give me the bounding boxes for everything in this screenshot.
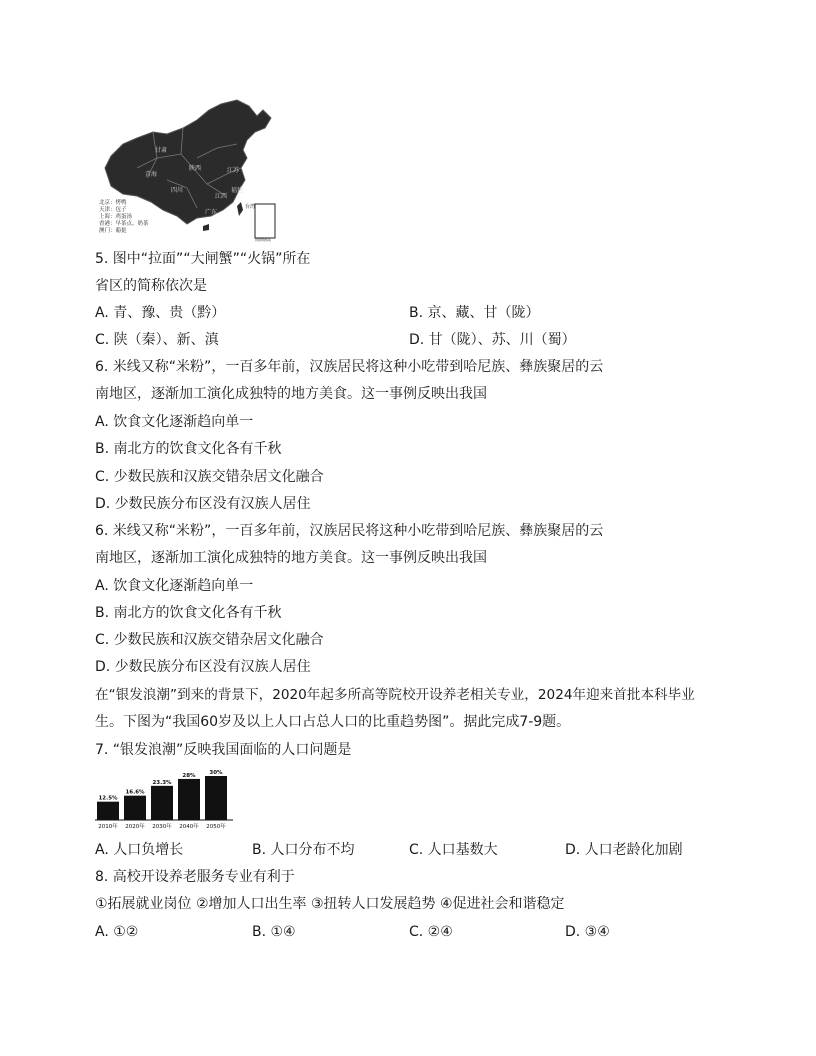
q7-option-d[interactable]: D. 人口老龄化加剧 — [565, 842, 683, 858]
map-legend — [99, 198, 149, 234]
x-tick-label: 2040年 — [179, 824, 199, 830]
q6-repeat-stem-line2: 南地区，逐渐加工演化成独特的地方美食。这一事例反映出我国 — [95, 550, 487, 566]
q8-items: ①拓展就业岗位 ②增加人口出生率 ③扭转人口发展趋势 ④促进社会和谐稳定 — [95, 896, 565, 912]
q6-stem-line2: 南地区，逐渐加工演化成独特的地方美食。这一事例反映出我国 — [95, 386, 487, 402]
bar-2050年 — [205, 776, 227, 820]
bar-2030年 — [151, 786, 173, 820]
q6-option-b[interactable]: B. 南北方的饮食文化各有千秋 — [95, 441, 282, 457]
data-label: 30% — [209, 770, 223, 776]
q6-repeat-option-c[interactable]: C. 少数民族和汉族交错杂居文化融合 — [95, 632, 324, 648]
legend-line: 上海：鸡蛋汤 — [99, 214, 133, 220]
q6-repeat-stem-line1: 6. 米线又称“米粉”，一百多年前，汉族居民将这种小吃带到哈尼族、彝族聚居的云 — [95, 523, 604, 539]
x-tick-label: 2030年 — [152, 824, 172, 830]
q7-option-b[interactable]: B. 人口分布不均 — [252, 842, 355, 858]
data-label: 12.5% — [98, 795, 118, 802]
map-label-gansu: 甘肃 — [155, 147, 168, 154]
data-label: 28% — [182, 772, 196, 779]
legend-line: 天津：包子 — [99, 207, 127, 213]
bar-2010年 — [97, 802, 119, 820]
q8-option-c[interactable]: C. ②④ — [409, 924, 453, 940]
map-label-qinghai: 青海 — [145, 171, 158, 178]
map-label-taiwan: 台湾 — [245, 204, 256, 210]
q5-option-d[interactable]: D. 甘（陇）、苏、川（蜀） — [409, 332, 576, 348]
q6-repeat-option-a[interactable]: A. 饮食文化逐渐趋向单一 — [95, 578, 254, 594]
q5-option-a[interactable]: A. 青、豫、贵（黔） — [95, 305, 226, 321]
map-label-sichuan: 四川 — [171, 187, 184, 194]
china-food-map — [97, 98, 277, 242]
data-label: 23.3% — [152, 779, 172, 786]
intro-line1: 在“银发浪潮”到来的背景下，2020年起多所高等院校开设养老相关专业，2024年迎来首批本科毕业 — [95, 687, 695, 703]
q8-option-a[interactable]: A. ①② — [95, 924, 139, 940]
q5-option-b[interactable]: B. 京、藏、甘（陇） — [409, 305, 540, 321]
legend-line: 香港：早茶点、奶茶 — [99, 221, 149, 227]
q8-option-d[interactable]: D. ③④ — [565, 924, 610, 940]
map-label-shanxi: 陕西 — [189, 165, 202, 172]
map-label-jiangxi: 江西 — [215, 193, 228, 200]
intro-line2: 生。下图为“我国60岁及以上人口占总人口的比重趋势图”。据此完成7-9题。 — [95, 714, 571, 730]
x-tick-label: 2050年 — [206, 824, 226, 830]
q6-repeat-option-d[interactable]: D. 少数民族分布区没有汉族人居住 — [95, 659, 311, 675]
q6-repeat-option-b[interactable]: B. 南北方的饮食文化各有千秋 — [95, 605, 282, 621]
map-label-fujian: 福建 — [231, 187, 244, 194]
bar-2040年 — [178, 779, 200, 820]
inset-label: 南海诸岛 — [255, 237, 271, 242]
legend-line: 澳门：葡挞 — [99, 228, 127, 234]
q5-option-c[interactable]: C. 陕（秦）、新、滇 — [95, 332, 219, 348]
data-label: 16.6% — [125, 789, 145, 796]
q7-stem: 7. “银发浪潮”反映我国面临的人口问题是 — [95, 742, 352, 758]
q5-stem-line2: 省区的简称依次是 — [95, 278, 207, 294]
q7-option-a[interactable]: A. 人口负增长 — [95, 842, 184, 858]
map-label-jiangsu: 江苏 — [227, 167, 240, 174]
x-tick-label: 2010年 — [98, 824, 118, 830]
q6-option-a[interactable]: A. 饮食文化逐渐趋向单一 — [95, 414, 254, 430]
map-label-guangdong: 广东 — [205, 209, 218, 216]
q6-stem-line1: 6. 米线又称“米粉”，一百多年前，汉族居民将这种小吃带到哈尼族、彝族聚居的云 — [95, 359, 604, 375]
q8-stem: 8. 高校开设养老服务专业有利于 — [95, 869, 295, 885]
q6-option-d[interactable]: D. 少数民族分布区没有汉族人居住 — [95, 496, 311, 512]
q7-option-c[interactable]: C. 人口基数大 — [409, 842, 498, 858]
legend-line: 北京：烤鸭 — [99, 200, 127, 206]
south-china-sea-inset — [255, 204, 275, 238]
q8-option-b[interactable]: B. ①④ — [252, 924, 296, 940]
hainan-shape — [203, 224, 209, 231]
bar-2020年 — [124, 796, 146, 820]
x-tick-label: 2020年 — [125, 824, 145, 830]
taiwan-shape — [237, 202, 243, 216]
q5-stem-line1: 5. 图中“拉面”“大闸蟹”“火锅”所在 — [95, 251, 311, 267]
aging-ratio-bar-chart — [93, 764, 243, 834]
q6-option-c[interactable]: C. 少数民族和汉族交错杂居文化融合 — [95, 469, 324, 485]
